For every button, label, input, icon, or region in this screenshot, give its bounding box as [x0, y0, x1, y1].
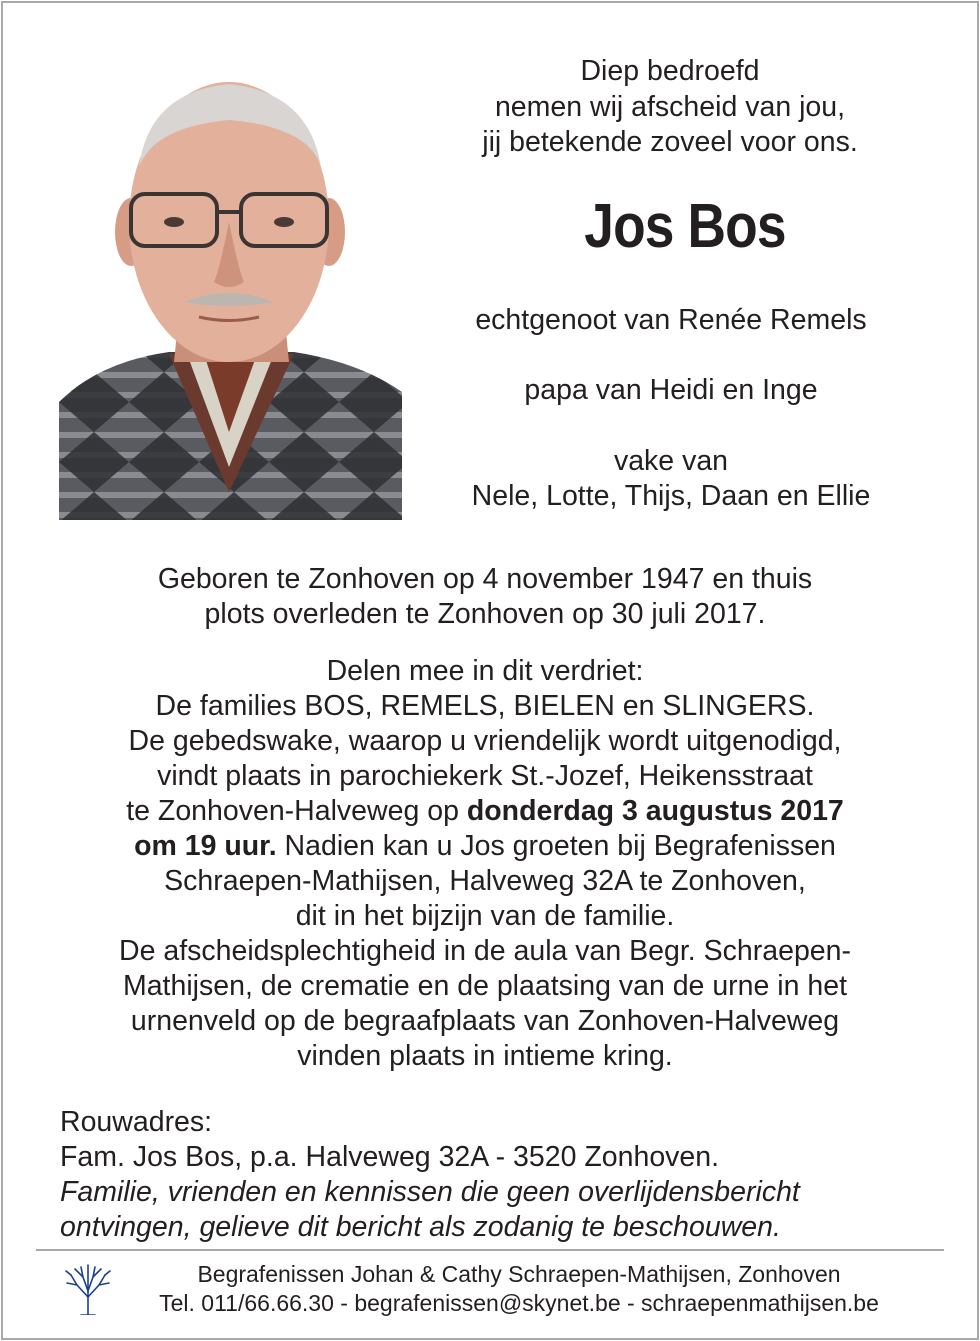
- deceased-name: Jos Bos: [584, 192, 786, 261]
- announcement-line: vinden plaats in intieme kring.: [297, 1040, 673, 1072]
- death-line: plots overleden te Zonhoven op 30 juli 2017.: [204, 598, 766, 630]
- birth-line: Geboren te Zonhoven op 4 november 1947 en thuis: [157, 563, 813, 595]
- announcement-line: vindt plaats in parochiekerk St.-Jozef, Heikensstraat: [157, 760, 813, 792]
- announcement-line: Schraepen-Mathijsen, Halveweg 32A te Zonhoven,: [164, 865, 806, 897]
- announcement-text-span: Nadien kan u Jos groeten bij Begrafenissen: [276, 830, 836, 862]
- announcement-text: [40, 654, 930, 1074]
- memorial-verse: [440, 54, 900, 161]
- announcement-text-span: te Zonhoven-Halveweg op: [126, 795, 467, 827]
- funeral-home-footer: [124, 1260, 914, 1318]
- announcement-line: De families BOS, REMELS, BIELEN en SLINGERS.: [155, 690, 815, 722]
- spouse-line: echtgenoot van Renée Remels: [475, 304, 867, 336]
- portrait-photo: [59, 72, 402, 520]
- grandchildren-intro: vake van: [613, 445, 729, 477]
- birth-death-text: [40, 562, 930, 632]
- tree-icon: [63, 1261, 113, 1315]
- verse-line: nemen wij afscheid van jou,: [494, 90, 846, 123]
- announcement-line: Delen mee in dit verdriet:: [326, 655, 644, 687]
- mourning-address: [60, 1105, 940, 1245]
- announcement-line: [40, 829, 930, 864]
- verse-line: Diep bedroefd: [580, 55, 760, 87]
- children-line: papa van Heidi en Inge: [524, 374, 818, 406]
- wake-time: om 19 uur.: [134, 830, 277, 862]
- announcement-line: dit in het bijzijn van de familie.: [295, 900, 675, 932]
- address-note: Familie, vrienden en kennissen die geen overlijdensbericht: [60, 1176, 800, 1208]
- announcement-line: De afscheidsplechtigheid in de aula van Begr. Schraepen-: [119, 935, 851, 967]
- address-value: Fam. Jos Bos, p.a. Halveweg 32A - 3520 Zonhoven.: [60, 1141, 720, 1173]
- verse-line: jij betekende zoveel voor ons.: [482, 126, 858, 158]
- footer-divider: [36, 1249, 944, 1251]
- grandchildren-line: Nele, Lotte, Thijs, Daan en Ellie: [471, 480, 871, 512]
- announcement-line: [40, 794, 930, 829]
- funeral-home-name: Begrafenissen Johan & Cathy Schraepen-Mathijsen, Zonhoven: [197, 1261, 841, 1287]
- funeral-home-contact: Tel. 011/66.66.30 - begrafenissen@skynet.be - schraepenmathijsen.be: [159, 1290, 879, 1316]
- address-label: Rouwadres:: [60, 1106, 213, 1138]
- announcement-line: Mathijsen, de crematie en de plaatsing van de urne in het: [122, 970, 848, 1002]
- address-note: ontvingen, gelieve dit bericht als zodanig te beschouwen.: [60, 1211, 781, 1243]
- announcement-line: De gebedswake, waarop u vriendelijk wordt uitgenodigd,: [128, 725, 842, 757]
- announcement-line: urnenveld op de begraafplaats van Zonhoven-Halveweg: [130, 1005, 840, 1037]
- wake-date: donderdag 3 augustus 2017: [466, 795, 844, 827]
